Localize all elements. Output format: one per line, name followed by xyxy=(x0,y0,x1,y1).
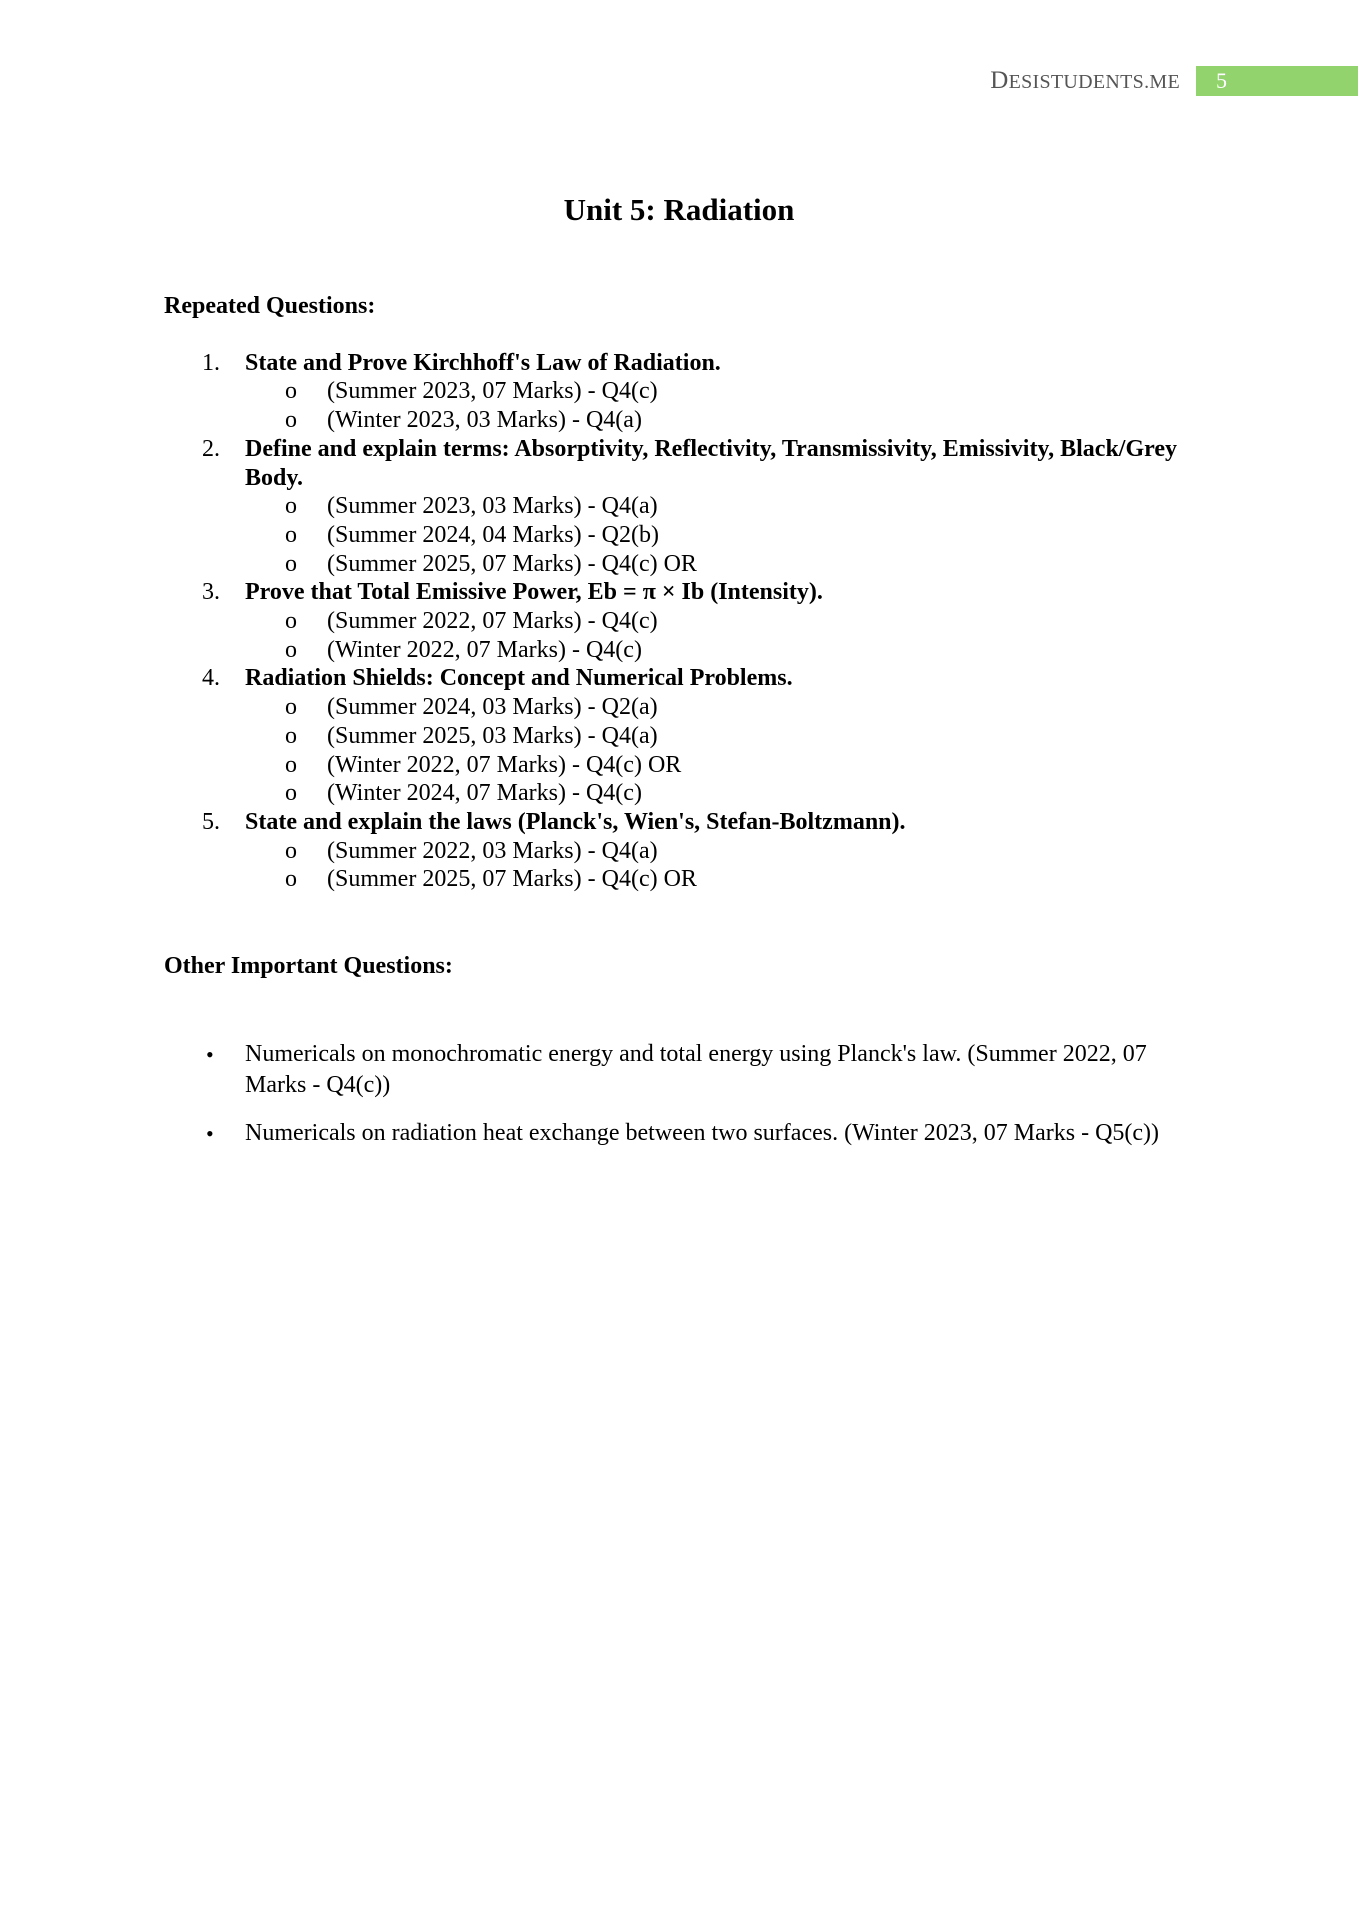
question-number: 5. xyxy=(202,808,220,835)
page-header xyxy=(990,66,1358,96)
exam-reference-text: (Summer 2025, 07 Marks) - Q4(c) OR xyxy=(327,866,697,893)
exam-reference xyxy=(245,377,1204,406)
exam-reference xyxy=(245,406,1204,435)
other-questions-list xyxy=(164,1039,1204,1149)
exam-reference-list xyxy=(245,377,1204,434)
exam-reference xyxy=(245,837,1204,866)
circle-bullet-icon: o xyxy=(285,407,297,434)
question-number: 2. xyxy=(202,435,220,462)
exam-reference xyxy=(245,865,1204,894)
circle-bullet-icon: o xyxy=(285,493,297,520)
question-text: Define and explain terms: Absorptivity, Reflectivity, Transmissivity, Emissivity, Black/Grey Body. xyxy=(245,435,1177,491)
exam-reference xyxy=(245,636,1204,665)
exam-reference-list xyxy=(245,837,1204,894)
question-number: 1. xyxy=(202,349,220,376)
circle-bullet-icon: o xyxy=(285,722,297,749)
exam-reference xyxy=(245,779,1204,808)
question-item xyxy=(164,578,1204,664)
question-item xyxy=(164,349,1204,435)
exam-reference-text: (Winter 2024, 07 Marks) - Q4(c) xyxy=(327,780,642,807)
circle-bullet-icon: o xyxy=(285,751,297,778)
repeated-questions-heading: Repeated Questions: xyxy=(164,293,376,319)
bullet-icon: • xyxy=(206,1041,214,1067)
circle-bullet-icon: o xyxy=(285,608,297,635)
page-title: Unit 5: Radiation xyxy=(563,192,795,227)
exam-reference-text: (Summer 2024, 04 Marks) - Q2(b) xyxy=(327,521,659,548)
circle-bullet-icon: o xyxy=(285,636,297,663)
exam-reference xyxy=(245,693,1204,722)
question-text: Prove that Total Emissive Power, Eb = π × Ib (Intensity). xyxy=(245,579,823,606)
circle-bullet-icon: o xyxy=(285,837,297,864)
question-text: Radiation Shields: Concept and Numerical Problems. xyxy=(245,665,793,692)
circle-bullet-icon: o xyxy=(285,521,297,548)
question-item xyxy=(164,664,1204,808)
circle-bullet-icon: o xyxy=(285,866,297,893)
bullet-icon: • xyxy=(206,1120,214,1146)
page-number: 5 xyxy=(1196,66,1358,96)
question-number: 3. xyxy=(202,579,220,606)
other-question-item xyxy=(164,1039,1204,1101)
exam-reference-list xyxy=(245,607,1204,664)
exam-reference-text: (Summer 2025, 07 Marks) - Q4(c) OR xyxy=(327,550,697,577)
exam-reference-text: (Winter 2022, 07 Marks) - Q4(c) OR xyxy=(327,751,682,778)
question-item xyxy=(164,808,1204,894)
site-brand xyxy=(990,67,1180,95)
exam-reference xyxy=(245,607,1204,636)
exam-reference-list xyxy=(245,693,1204,808)
exam-reference-text: (Summer 2022, 03 Marks) - Q4(a) xyxy=(327,837,658,864)
question-text: State and Prove Kirchhoff's Law of Radiation. xyxy=(245,349,721,376)
question-number: 4. xyxy=(202,665,220,692)
other-question-text: Numericals on radiation heat exchange between two surfaces. (Winter 2023, 07 Marks - Q5(c)) xyxy=(245,1119,1160,1146)
exam-reference-text: (Summer 2025, 03 Marks) - Q4(a) xyxy=(327,722,658,749)
exam-reference xyxy=(245,492,1204,521)
brand-rest: ESISTUDENTS.ME xyxy=(1008,71,1180,93)
exam-reference-text: (Summer 2023, 07 Marks) - Q4(c) xyxy=(327,378,658,405)
question-text: State and explain the laws (Planck's, Wien's, Stefan-Boltzmann). xyxy=(245,808,906,835)
exam-reference-list xyxy=(245,492,1204,578)
exam-reference-text: (Summer 2022, 07 Marks) - Q4(c) xyxy=(327,608,658,635)
exam-reference xyxy=(245,550,1204,579)
circle-bullet-icon: o xyxy=(285,780,297,807)
exam-reference xyxy=(245,722,1204,751)
exam-reference xyxy=(245,521,1204,550)
circle-bullet-icon: o xyxy=(285,378,297,405)
other-question-text: Numericals on monochromatic energy and total energy using Planck's law. (Summer 2022, 07 Marks - Q4(c)) xyxy=(245,1040,1147,1098)
other-questions-heading: Other Important Questions: xyxy=(164,953,453,980)
exam-reference-text: (Summer 2023, 03 Marks) - Q4(a) xyxy=(327,493,658,520)
exam-reference-text: (Winter 2023, 03 Marks) - Q4(a) xyxy=(327,407,642,434)
exam-reference-text: (Summer 2024, 03 Marks) - Q2(a) xyxy=(327,694,658,721)
question-item xyxy=(164,435,1204,579)
other-question-item xyxy=(164,1118,1204,1149)
exam-reference-text: (Winter 2022, 07 Marks) - Q4(c) xyxy=(327,636,642,663)
circle-bullet-icon: o xyxy=(285,694,297,721)
brand-initial: D xyxy=(990,67,1009,94)
circle-bullet-icon: o xyxy=(285,550,297,577)
exam-reference xyxy=(245,751,1204,780)
document-body xyxy=(164,292,1204,1166)
repeated-questions-list xyxy=(164,349,1204,894)
